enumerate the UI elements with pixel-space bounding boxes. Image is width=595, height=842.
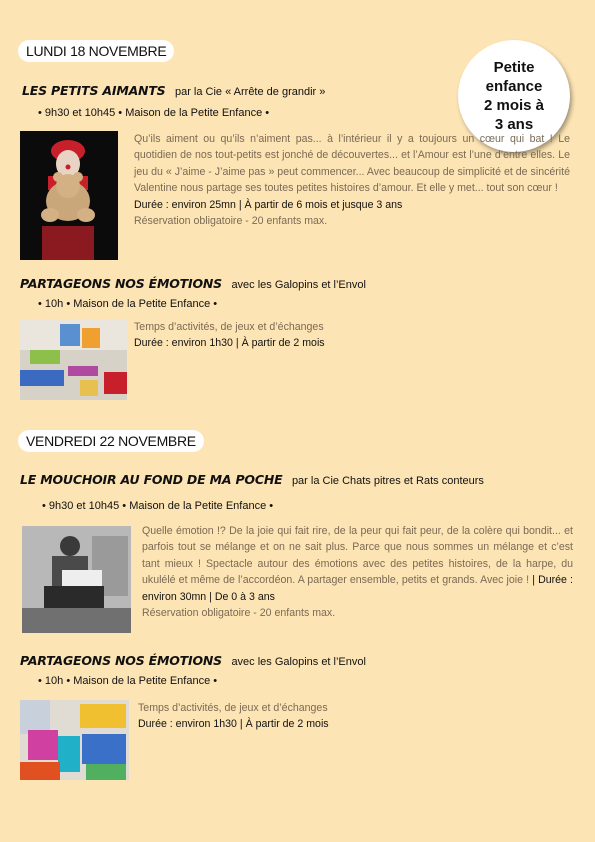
event-description: Qu’ils aiment ou qu’ils n’aiment pas... à l’intérieur il y a toujours un cœur qui bat ! Le quotidien de nos tout-petits est jonché de découvertes... et l’Amour est l’une d’entre elles. Le jeu du « J’aime - J’aime pas » peut commencer... Avec beaucoup de simplicité et de sincérité Valentine nous partage ses toutes petites histoires d’amour. Et elle y met... tout son cœur ! [134, 133, 570, 195]
event-info: • 9h30 et 10h45 • Maison de la Petite Enfance • [42, 500, 274, 512]
badge-line: 3 ans [494, 116, 534, 133]
event-name: PARTAGEONS NOS ÉMOTIONS [20, 653, 222, 668]
event-description: Temps d’activités, de jeux et d’échanges [134, 321, 324, 333]
event-company: par la Cie « Arrête de grandir » [174, 86, 326, 98]
event-company: par la Cie Chats pitres et Rats conteurs [291, 475, 484, 487]
event-title [20, 276, 366, 291]
event-reservation: Réservation obligatoire - 20 enfants max. [142, 607, 336, 620]
clown-photo [20, 131, 118, 260]
day-label-friday: VENDREDI 22 NOVEMBRE [18, 430, 204, 452]
event-description-block [134, 131, 570, 229]
event-name: LE MOUCHOIR AU FOND DE MA POCHE [20, 472, 283, 487]
playroom-photo [20, 320, 127, 400]
event-description [142, 523, 573, 605]
event-name: LES PETITS AIMANTS [22, 83, 166, 98]
event-name: PARTAGEONS NOS ÉMOTIONS [20, 276, 222, 291]
accordion-performer-photo [22, 526, 131, 633]
event-description-block [134, 319, 570, 352]
event-description-block [138, 700, 574, 733]
event-duration: Durée : environ 1h30 | À partir de 2 mois [138, 718, 329, 731]
event-info: • 10h • Maison de la Petite Enfance • [38, 675, 218, 687]
event-duration: | Durée : environ 30mn | De 0 à 3 ans [142, 574, 573, 603]
badge-line: Petite [493, 59, 535, 76]
event-title [20, 653, 366, 668]
badge-line: enfance [485, 78, 543, 95]
event-company: avec les Galopins et l’Envol [231, 279, 366, 291]
event-description: Temps d’activités, de jeux et d’échanges [138, 702, 328, 714]
event-reservation: Réservation obligatoire - 20 enfants max. [134, 215, 328, 228]
event-info: • 9h30 et 10h45 • Maison de la Petite Enfance • [38, 107, 270, 119]
event-title [22, 83, 325, 98]
badge-line: 2 mois à [483, 97, 545, 114]
event-description-text: Quelle émotion !? De la joie qui fait rire, de la peur qui fait peur, de la colère qui bondit... et parfois tout se mélange et on ne sait plus. Parce que nous sommes un mélange et c’est tant mieux ! Spectacle autour des émotions avec des petites histoires, de la harpe, du ukulélé et même de l’accordéon. A partager ensemble, petits et grands. Avec joie ! [142, 525, 573, 587]
event-description-block [142, 523, 573, 621]
event-title [20, 472, 484, 487]
event-duration: Durée : environ 25mn | À partir de 6 mois et jusque 3 ans [134, 198, 403, 211]
day-label-monday: LUNDI 18 NOVEMBRE [18, 40, 174, 62]
event-company: avec les Galopins et l’Envol [231, 656, 366, 668]
event-info: • 10h • Maison de la Petite Enfance • [38, 298, 218, 310]
event-duration: Durée : environ 1h30 | À partir de 2 mois [134, 337, 325, 350]
soft-play-photo [20, 700, 129, 780]
